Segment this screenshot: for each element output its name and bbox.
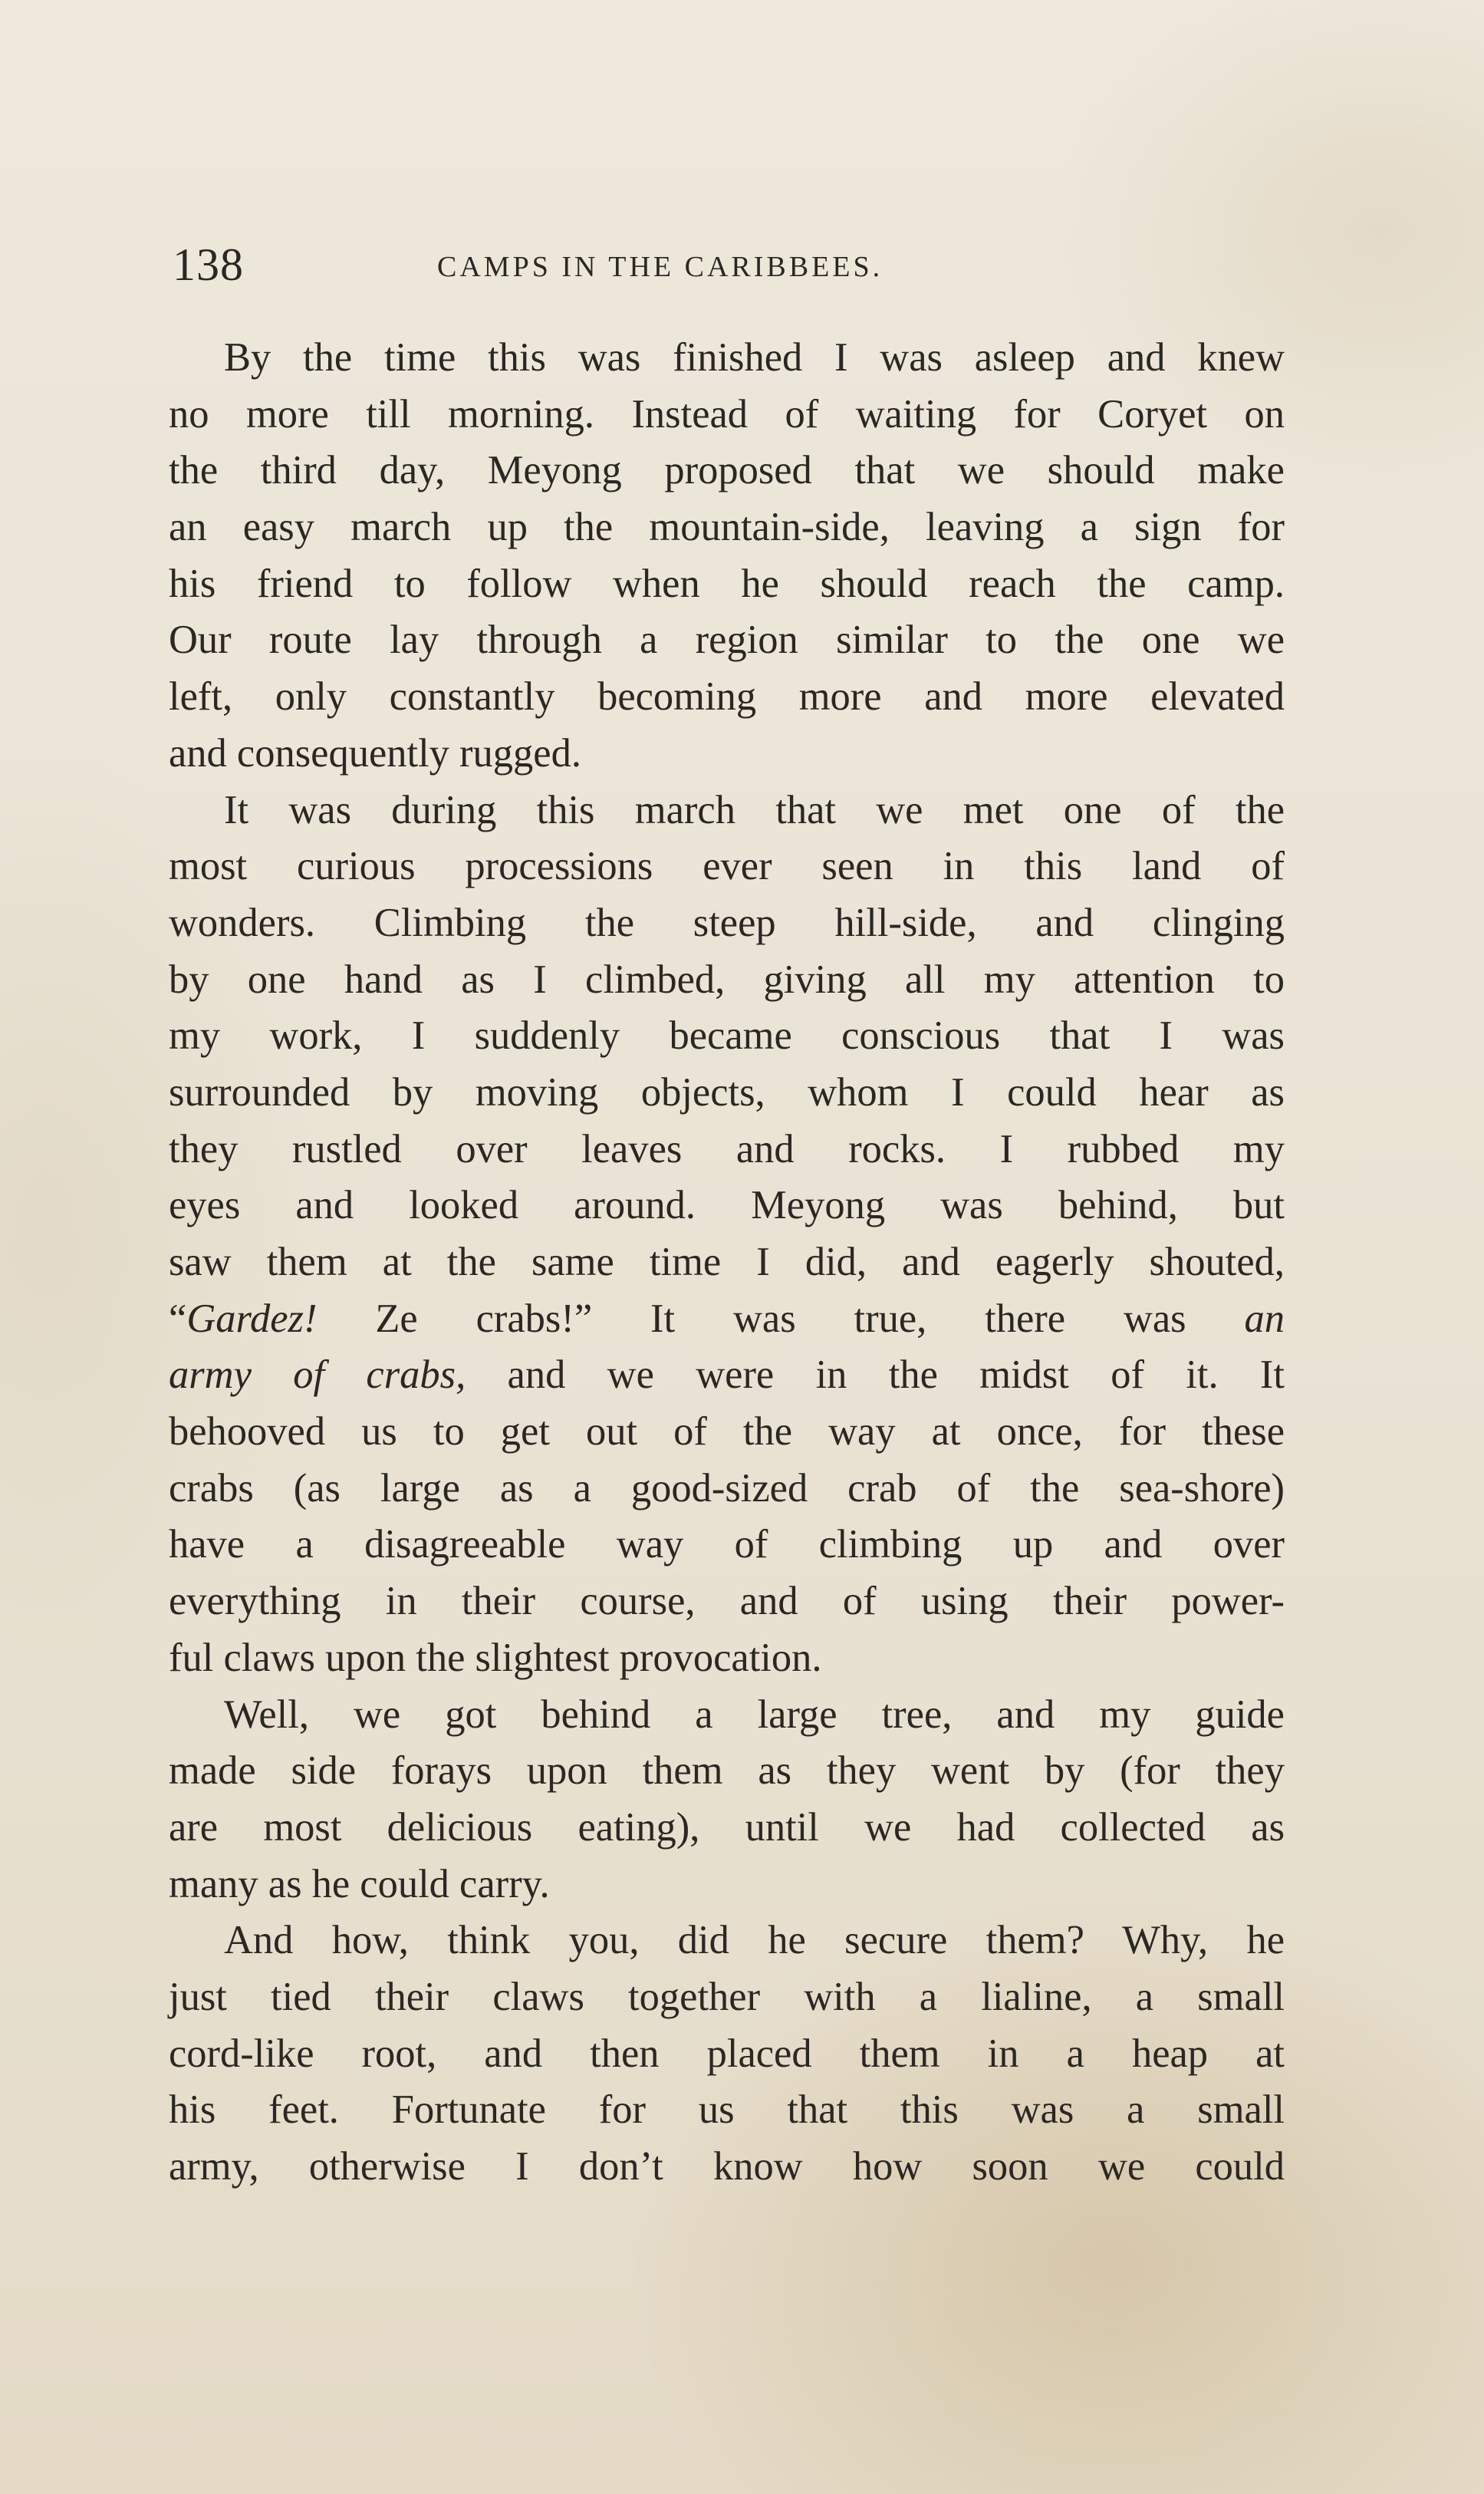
text-line: my work, I suddenly became conscious that I was [169, 1013, 1285, 1059]
text-line: army, otherwise I don’t know how soon we could [169, 2144, 1285, 2189]
text-line: surrounded by moving objects, whom I could hear as [169, 1069, 1285, 1115]
text-line: are most delicious eating), until we had collected as [169, 1804, 1285, 1850]
text-line: behooved us to get out of the way at once, for these [169, 1409, 1285, 1455]
text-line: his feet. Fortunate for us that this was a small [169, 2087, 1285, 2133]
text-line: ful claws upon the slightest provocation. [169, 1635, 822, 1680]
text-line: no more till morning. Instead of waiting for Coryet on [169, 391, 1285, 437]
italic-text: an [1244, 1296, 1285, 1341]
text-line: By the time this was finished I was asleep and knew [224, 335, 1285, 380]
text-line-italic [169, 1291, 1285, 1348]
paragraph-3 [169, 1687, 1285, 1913]
open-quote: “ [169, 1296, 187, 1341]
text-line: have a disagreeable way of climbing up and over [169, 1522, 1285, 1567]
text-line: And how, think you, did he secure them? Why, he [224, 1918, 1285, 1963]
text-span: Ze crabs!” It was true, there was [375, 1296, 1186, 1341]
text-line: saw them at the same time I did, and eagerly shouted, [169, 1240, 1285, 1284]
text-line: Well, we got behind a large tree, and my guide [224, 1692, 1285, 1737]
text-line: Our route lay through a region similar to the one we [169, 618, 1285, 663]
text-line: the third day, Meyong proposed that we should make [169, 448, 1285, 493]
text-line: by one hand as I climbed, giving all my attention to [169, 957, 1285, 1002]
body-text [169, 330, 1285, 2196]
text-span: and we were in the midst of it. It [507, 1352, 1285, 1398]
running-title: CAMPS IN THE CARIBBEES. [437, 251, 883, 283]
text-line: they rustled over leaves and rocks. I rubbed my [169, 1126, 1285, 1171]
text-line: his friend to follow when he should reach the camp. [169, 561, 1285, 606]
running-head [173, 234, 1285, 295]
text-line-italic [169, 1347, 1285, 1404]
page-number: 138 [173, 239, 244, 290]
text-line: eyes and looked around. Meyong was behind, but [169, 1183, 1285, 1228]
text-line: and consequently rugged. [169, 730, 581, 776]
text-line: an easy march up the mountain-side, leaving a sign for [169, 505, 1285, 550]
italic-text: Gardez! [186, 1296, 318, 1341]
paragraph-2 [169, 782, 1285, 1687]
paragraph-1 [169, 330, 1285, 782]
text-line: cord-like root, and then placed them in a heap at [169, 2031, 1285, 2076]
text-line: many as he could carry. [169, 1861, 550, 1906]
text-line: wonders. Climbing the steep hill-side, and clinging [169, 900, 1285, 945]
paragraph-4 [169, 1913, 1285, 2195]
text-line: made side forays upon them as they went by (for they [169, 1748, 1285, 1794]
text-line: left, only constantly becoming more and more elevated [169, 674, 1285, 720]
text-line: everything in their course, and of using their power- [169, 1579, 1285, 1624]
text-line: crabs (as large as a good-sized crab of the sea-shore) [169, 1465, 1285, 1511]
text-line: most curious processions ever seen in this land of [169, 844, 1285, 889]
text-line: It was during this march that we met one of the [224, 787, 1285, 832]
text-line: just tied their claws together with a lialine, a small [169, 1974, 1285, 2019]
italic-text: army of crabs, [169, 1352, 466, 1398]
